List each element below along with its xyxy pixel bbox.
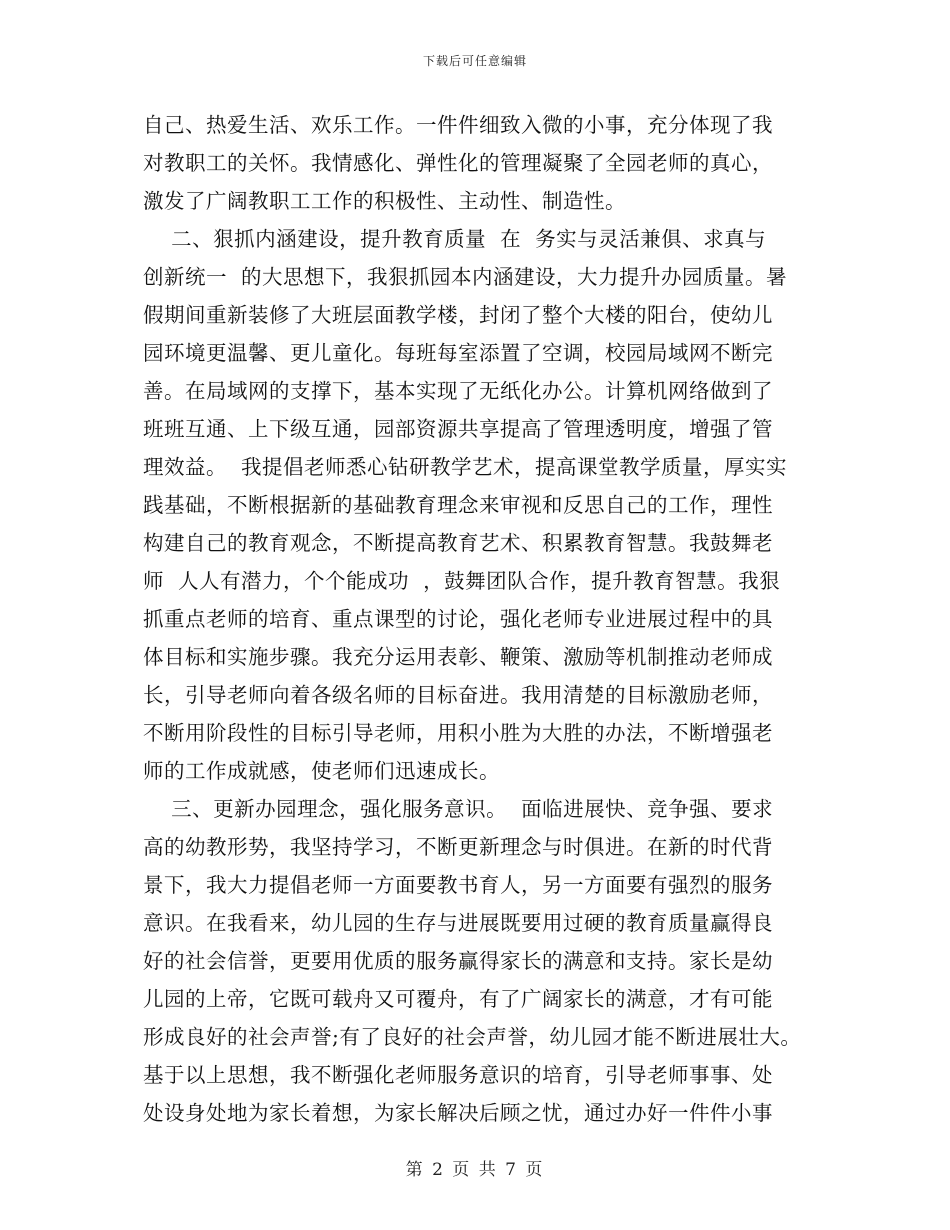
text-line: 二、狠抓内涵建设，提升教育质量 在 务实与灵活兼俱、求真与 bbox=[143, 227, 767, 251]
text-line: 班班互通、上下级互通，园部资源共享提高了管理透明度，增强了管 bbox=[143, 417, 773, 441]
text-line: 自己、热爱生活、欢乐工作。一件件细致入微的小事，充分体现了我 bbox=[143, 113, 773, 137]
text-line: 激发了广阔教职工工作的积极性、主动性、制造性。 bbox=[143, 189, 626, 213]
text-line: 意识。在我看来，幼儿园的生存与进展既要用过硬的教育质量赢得良 bbox=[143, 911, 773, 935]
text-line: 形成良好的社会声誉;有了良好的社会声誉，幼儿园才能不断进展壮大。 bbox=[143, 1025, 802, 1049]
text-line: 基于以上思想，我不断强化老师服务意识的培育，引导老师事事、处 bbox=[143, 1063, 773, 1087]
text-line: 好的社会信誉，更要用优质的服务赢得家长的满意和支持。家长是幼 bbox=[143, 949, 773, 973]
text-line: 假期间重新装修了大班层面教学楼，封闭了整个大楼的阳台，使幼儿 bbox=[143, 303, 773, 327]
text-line: 践基础，不断根据新的基础教育理念来审视和反思自己的工作，理性 bbox=[143, 493, 773, 517]
text-line: 抓重点老师的培育、重点课型的讨论，强化老师专业进展过程中的具 bbox=[143, 607, 773, 631]
text-line: 构建自己的教育观念，不断提高教育艺术、积累教育智慧。我鼓舞老 bbox=[143, 531, 773, 555]
text-line: 三、更新办园理念，强化服务意识。 面临进展快、竞争强、要求 bbox=[143, 797, 774, 821]
text-line: 高的幼教形势，我坚持学习，不断更新理念与时俱进。在新的时代背 bbox=[143, 835, 773, 859]
text-line: 理效益。 我提倡老师悉心钻研教学艺术，提高课堂教学质量，厚实实 bbox=[143, 455, 788, 479]
text-line: 体目标和实施步骤。我充分运用表彰、鞭策、激励等机制推动老师成 bbox=[143, 645, 773, 669]
text-line: 儿园的上帝，它既可载舟又可覆舟，有了广阔家长的满意，才有可能 bbox=[143, 987, 773, 1011]
text-line: 师的工作成就感，使老师们迅速成长。 bbox=[143, 759, 500, 783]
text-line: 处设身处地为家长着想，为家长解决后顾之忧，通过办好一件件小事 bbox=[143, 1101, 773, 1125]
page-footer: 第 2 页 共 7 页 bbox=[405, 1160, 545, 1180]
text-line: 不断用阶段性的目标引导老师，用积小胜为大胜的办法，不断增强老 bbox=[143, 721, 773, 745]
page-header: 下载后可任意编辑 bbox=[422, 54, 527, 68]
text-line: 师 人人有潜力，个个能成功 ，鼓舞团队合作，提升教育智慧。我狠 bbox=[143, 569, 781, 593]
document-body bbox=[143, 106, 833, 1132]
text-line: 园环境更温馨、更儿童化。每班每室添置了空调，校园局域网不断完 bbox=[143, 341, 773, 365]
text-line: 创新统一 的大思想下，我狠抓园本内涵建设，大力提升办园质量。暑 bbox=[143, 265, 788, 289]
text-line: 善。在局域网的支撑下，基本实现了无纸化办公。计算机网络做到了 bbox=[143, 379, 773, 403]
text-line: 对教职工的关怀。我情感化、弹性化的管理凝聚了全园老师的真心， bbox=[143, 151, 773, 175]
text-line: 长，引导老师向着各级名师的目标奋进。我用清楚的目标激励老师， bbox=[143, 683, 773, 707]
text-line: 景下，我大力提倡老师一方面要教书育人，另一方面要有强烈的服务 bbox=[143, 873, 773, 897]
